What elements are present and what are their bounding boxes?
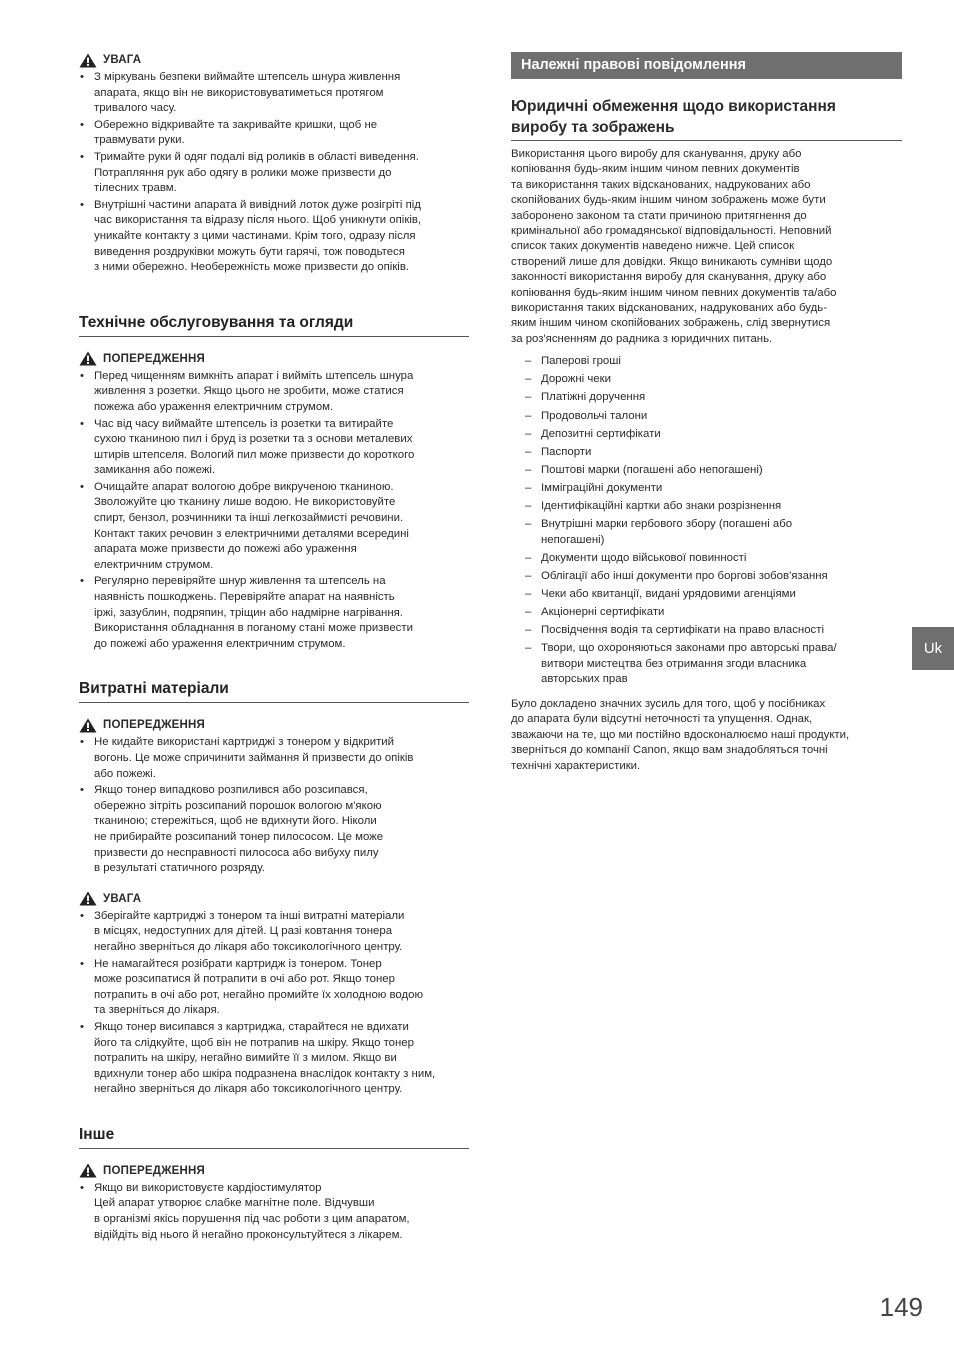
warning-heading-text: ПОПЕРЕДЖЕННЯ [103, 352, 206, 365]
list-item: • Перед чищенням вимкніть апарат і вийміть штепсель шнура живлення з розетки. Якщо цього не зробити, може статися пожежа або ураження електричним струмом. [79, 369, 469, 416]
warning-triangle-icon [79, 351, 97, 366]
page-number: 149 [879, 1292, 923, 1322]
list-item: – Паспорти [511, 445, 902, 461]
warning-heading [79, 351, 469, 367]
warning-list [79, 1181, 469, 1243]
list-item: – Паперові гроші [511, 354, 902, 370]
section-title-consumables: Витратні матеріали [79, 680, 469, 703]
section-other [79, 1126, 469, 1243]
restricted-documents-list [511, 354, 902, 688]
section-title-other: Інше [79, 1126, 469, 1149]
warning-heading-text: ПОПЕРЕДЖЕННЯ [103, 1164, 206, 1177]
list-item: • Зберігайте картриджі з тонером та інші витратні матеріали в місцях, недоступних для дітей. Ц разі ковтання тонера негайно зверніться до лікаря або токсикологічного центру. [79, 909, 469, 956]
list-item: – Продовольчі талони [511, 409, 902, 425]
caution-heading-text: УВАГА [103, 54, 142, 66]
list-item: • Не кидайте використані картриджі з тонером у відкритий вогонь. Це може спричинити займання й призвести до опіків або пожежі. [79, 735, 469, 782]
caution-heading-text: УВАГА [103, 892, 142, 905]
list-item: – Внутрішні марки гербового збору (погашені або непогашені) [511, 517, 902, 548]
list-item: • Тримайте руки й одяг подалі від роликів в області виведення. Потрапляння рук або одягу в ролики може призвести до тілесних травм. [79, 150, 469, 197]
language-tab: Uk [912, 627, 954, 670]
caution-list [79, 70, 469, 276]
list-item: – Посвідчення водія та сертифікати на право власності [511, 623, 902, 639]
list-item: – Платіжні доручення [511, 390, 902, 406]
warning-triangle-icon [79, 53, 97, 68]
list-item: – Акціонерні сертифікати [511, 605, 902, 621]
warning-list [79, 735, 469, 876]
list-item: – Депозитні сертифікати [511, 427, 902, 443]
list-item: • Очищайте апарат вологою добре викрученою тканиною. Зволожуйте цю тканину лише водою. Не використовуйте спирт, бензол, розчинники та інші легкозаймисті речовини. Контакт таких речовин з електричними деталями всередині апарата може призвести до пожежі або ураження електричним струмом. [79, 480, 469, 574]
section-title-maintenance: Технічне обслуговування та огляди [79, 314, 469, 337]
section-consumables [79, 680, 469, 1097]
chapter-bar: Належні правові повідомлення [511, 52, 902, 79]
warning-triangle-icon [79, 891, 97, 906]
list-item: – Облігації або інші документи про боргові зобов'язання [511, 569, 902, 585]
intro-paragraph: Використання цього виробу для сканування, друку або копіювання будь-яким іншим чином певних документів та використання таких відсканованих, надрукованих або скопійованих будь-яким іншим чином зображень може бути заборонено законом та стати причиною притягнення до кримінальної або громадянської відповідальності. Неповний список таких документів наведено нижче. Цей список створений лише для довідки. Якщо виникають сумніви щодо законності використання виробу для сканування, друку або копіювання будь-яким іншим чином певних документів та/або використання таких відсканованих, надрукованих або будь- яким іншим чином скопійованих зображень, слід звернутися за роз'ясненням до радника з юридичних питань. [511, 148, 837, 345]
list-item: • Якщо ви використовуєте кардіостимулятор Цей апарат утворює слабке магнітне поле. Відчувши в організмі якісь порушення під час роботи з цим апаратом, відійдіть від нього й негайно проконсультуйтеся з лікарем. [79, 1181, 469, 1243]
list-item: – Дорожні чеки [511, 372, 902, 388]
list-item: – Чеки або квитанції, видані урядовими агенціями [511, 587, 902, 603]
warning-heading-text: ПОПЕРЕДЖЕННЯ [103, 719, 206, 732]
section-title-legal: Юридичні обмеження щодо використання виробу та зображень [511, 96, 902, 141]
list-item: – Документи щодо військової повинності [511, 551, 902, 567]
list-item: • Час від часу виймайте штепсель із розетки та витирайте сухою тканиною пил і бруд із розетки та з основи металевих штирів штепселя. Вологий пил може призвести до короткого замикання або пожежі. [79, 417, 469, 479]
list-item: • Обережно відкривайте та закривайте кришки, щоб не травмувати руки. [79, 118, 469, 149]
warning-list [79, 369, 469, 653]
warning-heading [79, 717, 469, 733]
list-item: – Імміграційні документи [511, 481, 902, 497]
closing-paragraph: Було докладено значних зусиль для того, щоб у посібниках до апарата були відсутні неточності та упущення. Однак, зважаючи на те, що ми постійно вдосконалюємо наші продукти, зверніться до компанії Canon, якщо вам знадобляться точні технічні характеристики. [511, 698, 850, 772]
warning-triangle-icon [79, 718, 97, 733]
left-column [79, 52, 469, 1244]
warning-heading [79, 1163, 469, 1179]
list-item: • Регулярно перевіряйте шнур живлення та штепсель на наявність пошкоджень. Перевіряйте апарат на наявність іржі, зазублин, подряпин, тріщин або надмірне нагрівання. Використання обладнання в поганому стані може призвести до пожежі або ураження електричним струмом. [79, 574, 469, 652]
list-item: – Ідентифікаційні картки або знаки розрізнення [511, 499, 902, 515]
list-item: • Внутрішні частини апарата й вивідний лоток дуже розігріті під час використання та відразу після нього. Щоб уникнути опіків, уникайте контакту з цими частинами. Крім того, одразу після виведення роздруківки можуть бути гарячі, тож поводьтеся з ними обережно. Необережність може призвести до опіків. [79, 198, 469, 276]
caution-heading [79, 52, 469, 68]
list-item: – Поштові марки (погашені або непогашені) [511, 463, 902, 479]
warning-triangle-icon [79, 1163, 97, 1178]
caution-block-safety [79, 52, 469, 276]
list-item: – Твори, що охороняються законами про авторські права/ витвори мистецтва без отримання згоди власника авторських прав [511, 641, 902, 688]
section-maintenance [79, 314, 469, 653]
list-item: • З міркувань безпеки виймайте штепсель шнура живлення апарата, якщо він не використовуватиметься протягом тривалого часу. [79, 70, 469, 117]
caution-list [79, 909, 469, 1098]
caution-heading [79, 891, 469, 907]
list-item: • Не намагайтеся розібрати картридж із тонером. Тонер може розсипатися й потрапити в очі або рот. Якщо тонер потрапить в очі або рот, негайно промийте їх холодною водою та зверніться до лікаря. [79, 957, 469, 1019]
list-item: • Якщо тонер висипався з картриджа, старайтеся не вдихати його та слідкуйте, щоб він не потрапив на шкіру. Якщо тонер потрапить на шкіру, негайно вимийте її з милом. Якщо ви вдихнули тонер або шкіра подразнена внаслідок контакту з ним, негайно зверніться до лікаря або токсикологічного центру. [79, 1020, 469, 1098]
list-item: • Якщо тонер випадково розпилився або розсипався, обережно зітріть розсипаний порошок вологою м'якою тканиною; стережіться, щоб не вдихнути його. Ніколи не прибирайте розсипаний тонер пилососом. Це може призвести до несправності пилососа або вибуху пилу в результаті статичного розряду. [79, 783, 469, 877]
right-column [511, 52, 902, 774]
